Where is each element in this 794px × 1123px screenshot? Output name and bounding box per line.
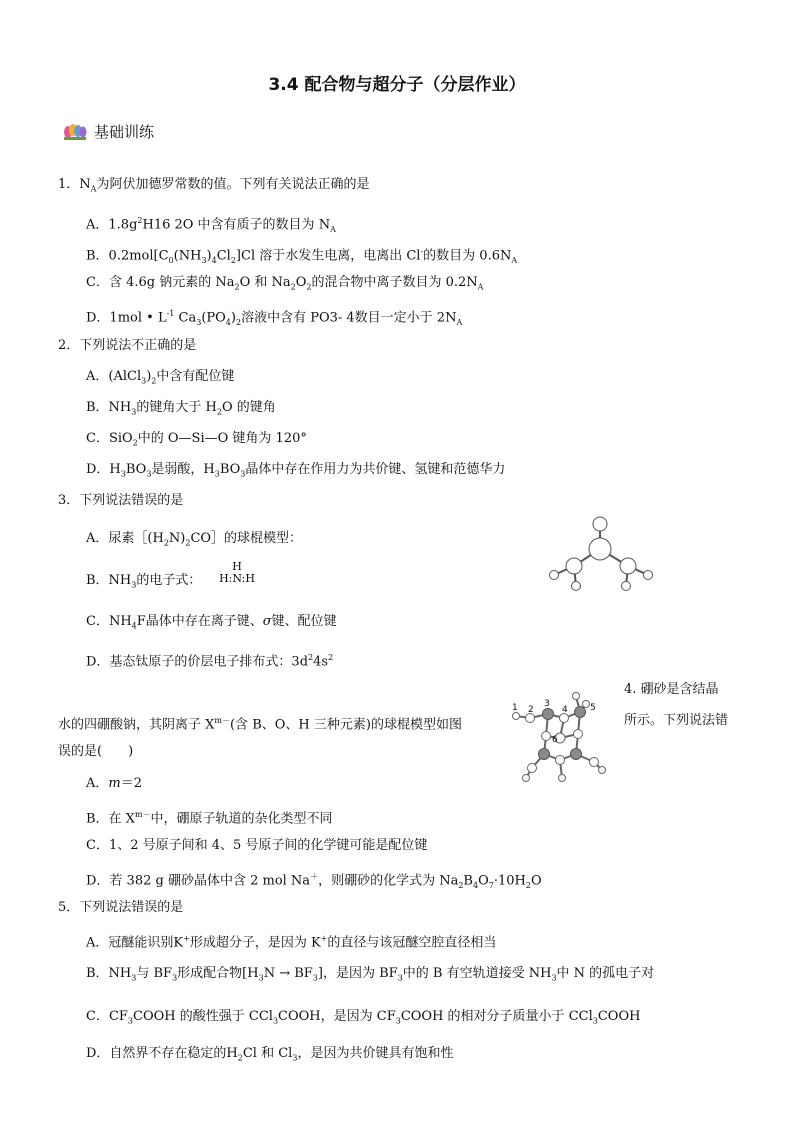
question-5-option-b[interactable]: B．$NH_3$与 $BF_3$形成配合物$[H_3N \to BF_3]$，是因为 $BF_3$中的 B 有空轨道接受 $NH_3$中 N 的孤电子对	[86, 966, 655, 983]
flower-icon	[62, 123, 88, 141]
question-4-stem-line2: 水的四硼酸钠，其阴离子 $X^{m-}$(含 B、O、H 三种元素)的球棍模型如图	[58, 716, 462, 733]
question-2-stem: 2．下列说法不正确的是	[58, 338, 197, 353]
question-2-option-b[interactable]: B．$NH_3$的键角大于 $H_2O$ 的键角	[86, 400, 276, 417]
question-3-option-d[interactable]: D．基态钛原子的价层电子排布式：$3d^24s^2$	[86, 653, 334, 670]
section-label: 基础训练	[94, 123, 155, 141]
question-4-option-d[interactable]: D．若 382 g 硼砂晶体中含 2 mol Na＋，则硼砂的化学式为 $Na_2B_4O_7\cdot 10H_2O$	[86, 872, 542, 890]
question-5-option-a[interactable]: A．冠醚能识别K+形成超分子，是因为 K+的直径与该冠醚空腔直径相当	[86, 934, 497, 951]
page-title: 3.4 配合物与超分子（分层作业）	[268, 75, 526, 95]
question-4-option-b[interactable]: B．在 $X^{m-}$中，硼原子轨道的杂化类型不同	[86, 810, 333, 827]
question-3-option-c[interactable]: C．$NH_4F$晶体中存在离子键、σ键、配位键	[86, 614, 337, 631]
question-5-option-d[interactable]: D．自然界不存在稳定的$H_2Cl$ 和 $Cl_3$，是因为共价键具有饱和性	[86, 1046, 454, 1063]
urea-ball-stick-model	[538, 512, 658, 592]
question-5-option-c[interactable]: C．$CF_3COOH$ 的酸性强于 CCl$_3$COOH，是因为 $CF_3COOH$ 的相对分子质量小于 CCl$_3$COOH	[86, 1009, 641, 1026]
borate-anion-model	[502, 688, 622, 788]
question-1-option-d[interactable]: D．1mol • $L^{-1}$ $Ca_3(PO_4)_2$溶液中含有 PO3- 4数目一定小于 $2N_A$	[86, 309, 463, 327]
question-3-stem: 3．下列说法错误的是	[58, 493, 184, 508]
nh3-electron-formula	[212, 561, 262, 585]
question-4-stem-line2-right: 所示。下列说法错	[624, 713, 729, 728]
atom-label-1: 1	[512, 703, 518, 713]
question-1-option-c[interactable]: C．含 4.6g 钠元素的 $Na_2O$ 和 $Na_2O_2$的混合物中离子数目为 $0.2N_A$	[86, 275, 484, 292]
atom-label-5: 5	[590, 703, 596, 713]
question-4-option-c[interactable]: C．1、2 号原子间和 4、5 号原子间的化学键可能是配位键	[86, 838, 428, 853]
question-2-option-d[interactable]: D．$H_3BO_3$是弱酸，$H_3BO_3$晶体中存在作用力为共价键、氢键和范德华力	[86, 462, 506, 479]
question-2-option-a[interactable]: A．$(AlCl_3)_2$中含有配位键	[86, 369, 235, 386]
atom-label-6: 6	[552, 735, 558, 745]
question-4-stem-start: 4. 硼砂是含结晶	[624, 682, 719, 697]
question-1-stem: 1．$N_A$为阿伏加德罗常数的值。下列有关说法正确的是	[58, 177, 370, 194]
question-1-option-b[interactable]: B．$0.2mol[C_0(NH_3)_4Cl_2]Cl$ 溶于水发生电离，电离出 Cl-的数目为 $0.6N_A$	[86, 247, 518, 265]
electron-formula-bottom: H:N:H	[219, 572, 255, 585]
question-4-stem-line3: 误的是( )	[58, 744, 134, 759]
question-3-option-a[interactable]: A．尿素$[(H_2N)_2CO]$的球棍模型：	[86, 531, 303, 548]
question-3-option-b[interactable]: B．$NH_3$的电子式：	[86, 573, 202, 590]
section-header	[62, 121, 154, 142]
atom-label-2: 2	[528, 705, 534, 715]
question-5-stem: 5．下列说法错误的是	[58, 900, 184, 915]
atom-label-4: 4	[562, 705, 568, 715]
atom-label-3: 3	[544, 699, 550, 709]
question-1-option-a[interactable]: A．$1.8g^2H16$ 2O 中含有质子的数目为 $N_A$	[86, 216, 336, 234]
question-4-option-a[interactable]: A．m＝2	[86, 776, 142, 791]
question-2-option-c[interactable]: C．SiO$_2$中的 O—Si—O 键角为 120°	[86, 431, 307, 448]
electron-formula-top-h: H	[232, 560, 242, 573]
